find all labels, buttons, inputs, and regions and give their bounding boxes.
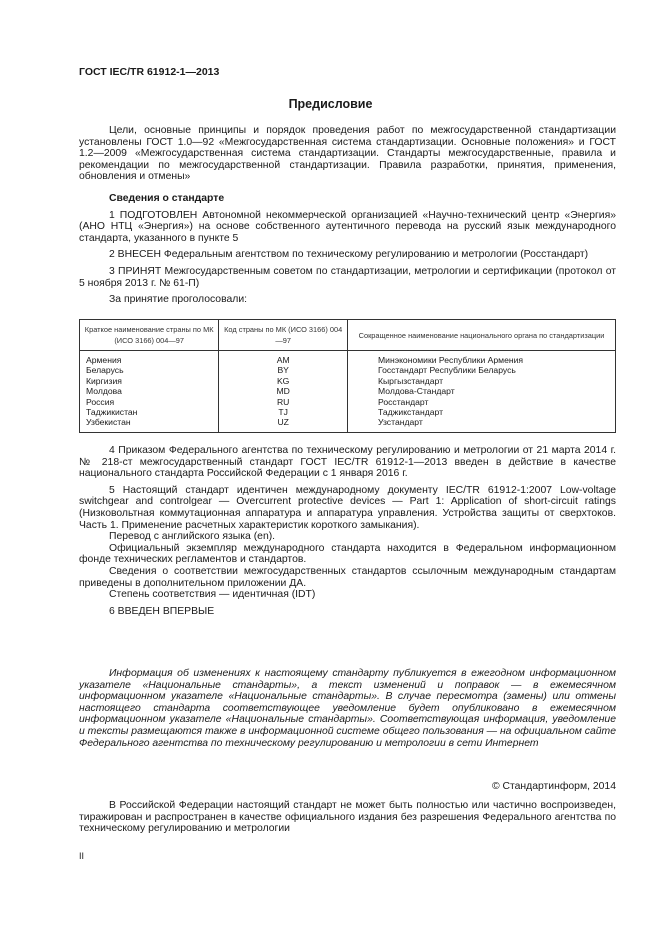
copyright: © Стандартинформ, 2014 [491, 781, 616, 792]
column-header: Краткое наименование страны по МК (ИСО 3166) 004—97 [80, 320, 219, 351]
table-row [80, 386, 616, 396]
table-row [80, 365, 616, 375]
table-row [80, 376, 616, 386]
item-5-conformity: Сведения о соответствии межгосударственных стандартов ссылочным международным стандартам приведены в дополнительном приложении ДА. [79, 565, 616, 589]
intro-paragraph: Цели, основные принципы и порядок проведения работ по межгосударственной стандартизации установлены ГОСТ 1.0—92 «Межгосударственная система стандартизации. Основные положения» и ГОСТ 1.2—2009 «Межгосударственная система стандартизации. Стандарты межгосударственные, правила и рекомендации по межгосударственной стандартизации. Правила разработки, принятия, применения, обновления и отмены» [79, 125, 616, 183]
notice-paragraph: Информация об изменениях к настоящему стандарту публикуется в ежегодном информационном указателе «Национальные стандарты», а текст изменений и поправок — в ежемесячном информационном указателе «Национальные стандарты». В случае пересмотра (замены) или отмены настоящего стандарта соответствующее уведомление будет опубликовано в ежемесячном информационном указателе «Национальные стандарты». Соответствующая информация, уведомление и тексты размещаются также в информационной системе общего пользования — на официальном сайте Федерального агентства по техническому регулированию и метрологии в сети Интернет [79, 668, 616, 749]
standards-body: Минэкономики Республики Армения [347, 351, 615, 366]
table-row [80, 407, 616, 417]
voting-table [79, 319, 616, 433]
country-code: RU [219, 397, 348, 407]
standard-info-section [79, 193, 616, 306]
item-5: 5 Настоящий стандарт идентичен международному документу IEC/TR 61912-1:2007 Low-voltage switchgear and controlgear — Overcurrent protective devices — Part 1: Application of short-circuit ratings (Низковольтная коммутационная аппаратура и аппаратура управления. Устройства защиты от сверхтоков. Часть 1. Применение расчетных характеристик короткого замыкания). [79, 484, 616, 531]
table-row [80, 351, 616, 366]
country-code: UZ [219, 417, 348, 432]
country-name: Беларусь [80, 365, 219, 375]
item-5-translation: Перевод с английского языка (en). [109, 531, 276, 543]
country-code: KG [219, 376, 348, 386]
country-code: BY [219, 365, 348, 375]
item-3: 3 ПРИНЯТ Межгосударственным советом по стандартизации, метрологии и сертификации (протокол от 5 ноября 2013 г. № 61-П) [79, 265, 616, 289]
standards-body: Росстандарт [347, 397, 615, 407]
standards-body: Молдова-Стандарт [347, 386, 615, 396]
page-number: II [79, 851, 85, 861]
country-name: Россия [80, 397, 219, 407]
section-subtitle: Сведения о стандарте [109, 193, 225, 204]
standards-body: Таджикстандарт [347, 407, 615, 417]
document-header: ГОСТ IEC/TR 61912-1—2013 [79, 66, 220, 78]
item-1: 1 ПОДГОТОВЛЕН Автономной некоммерческой организацией «Научно-технический центр «Энергия» (АНО НТЦ «Энергия») на основе собственного аутентичного перевода на русский язык международного стандарта, указанного в пункте 5 [79, 209, 616, 244]
country-name: Молдова [80, 386, 219, 396]
item-6: 6 ВВЕДЕН ВПЕРВЫЕ [109, 605, 215, 617]
table-row [80, 417, 616, 432]
intro-section [79, 125, 616, 183]
country-name: Узбекистан [80, 417, 219, 432]
table-row [80, 397, 616, 407]
standards-body: Кыргызстандарт [347, 376, 615, 386]
page-title: Предисловие [288, 97, 373, 111]
country-code: TJ [219, 407, 348, 417]
items-4-6-section [79, 445, 616, 617]
country-name: Армения [80, 351, 219, 366]
standards-body: Узстандарт [347, 417, 615, 432]
rights-section [79, 800, 616, 835]
notice-section [79, 668, 616, 749]
item-4: 4 Приказом Федерального агентства по техническому регулированию и метрологии от 21 марта 2014 г. № 218-ст межгосударственный стандарт ГОСТ IEC/TR 61912-1—2013 введен в действие в качестве национального стандарта Российской Федерации с 1 января 2016 г. [79, 445, 616, 480]
rights-paragraph: В Российской Федерации настоящий стандарт не может быть полностью или частично воспроизведен, тиражирован и распространен в качестве официального издания без разрешения Федерального агентства по техническому регулированию и метрологии [79, 800, 616, 835]
column-header: Сокращенное наименование национального органа по стандартизации [347, 320, 615, 351]
country-code: MD [219, 386, 348, 396]
voted-label: За принятие проголосовали: [109, 294, 248, 306]
column-header: Код страны по МК (ИСО 3166) 004—97 [219, 320, 348, 351]
country-name: Киргизия [80, 376, 219, 386]
country-name: Таджикистан [80, 407, 219, 417]
item-2: 2 ВНЕСЕН Федеральным агентством по техническому регулированию и метрологии (Росстандарт) [109, 249, 589, 261]
country-code: AM [219, 351, 348, 366]
item-5-degree: Степень соответствия — идентичная (IDT) [109, 589, 316, 601]
standards-body: Госстандарт Республики Беларусь [347, 365, 615, 375]
item-5-official: Официальный экземпляр международного стандарта находится в Федеральном информационном фонде технических регламентов и стандартов. [79, 542, 616, 566]
